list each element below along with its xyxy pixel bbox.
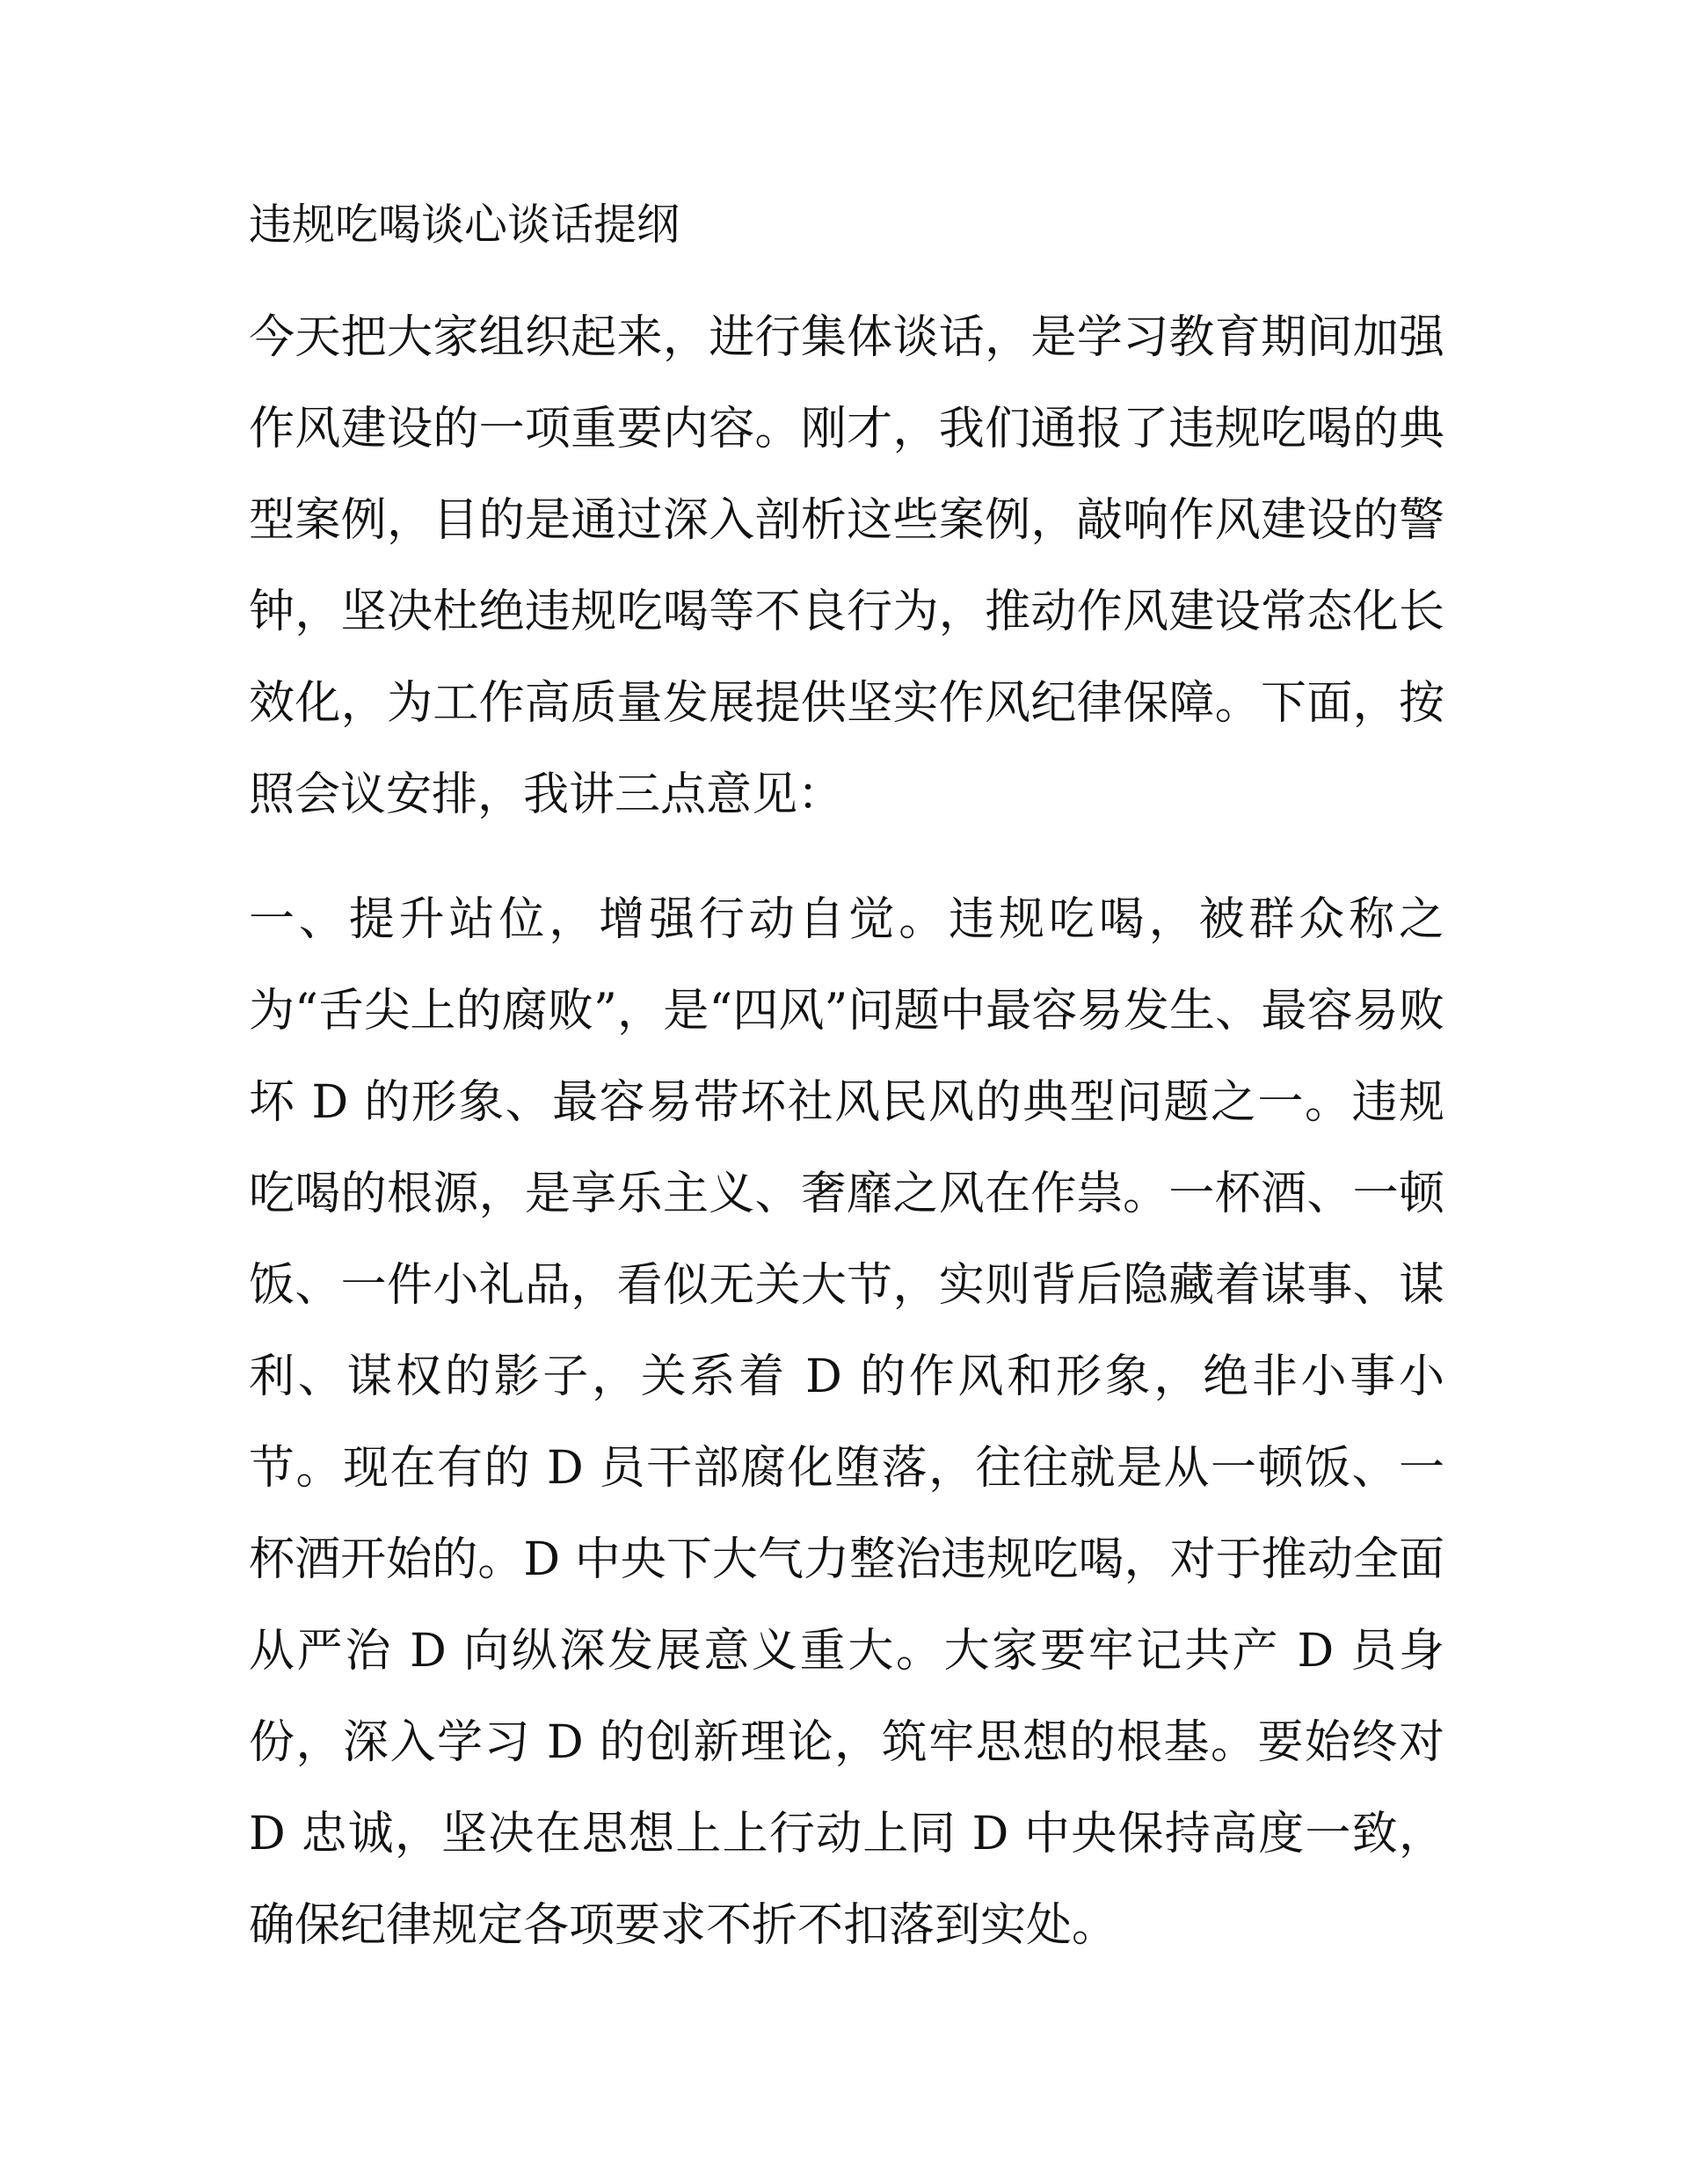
document-body [249, 193, 1444, 1971]
paragraph-point-one: 一、提升站位，增强行动自觉。违规吃喝，被群众称之为“舌尖上的腐败”，是“四风”问题中最容易发生、最容易败坏 D 的形象、最容易带坏社风民风的典型问题之一。违规吃喝的根源，是享乐主义、奢靡之风在作祟。一杯酒、一顿饭、一件小礼品，看似无关大节，实则背后隐藏着谋事、谋利、谋权的影子，关系着 D 的作风和形象，绝非小事小节。现在有的 D 员干部腐化堕落，往往就是从一顿饭、一杯酒开始的。D 中央下大气力整治违规吃喝，对于推动全面从严治 D 向纵深发展意义重大。大家要牢记共产 D 员身份，深入学习 D 的创新理论，筑牢思想的根基。要始终对 D 忠诚，坚决在思想上上行动上同 D 中央保持高度一致，确保纪律规定各项要求不折不扣落到实处。 [249, 893, 1444, 1952]
document-title: 违规吃喝谈心谈话提纲 [249, 200, 680, 250]
paragraph-intro: 今天把大家组织起来，进行集体谈话，是学习教育期间加强作风建设的一项重要内容。刚才，我们通报了违规吃喝的典型案例，目的是通过深入剖析这些案例，敲响作风建设的警钟，坚决杜绝违规吃喝等不良行为，推动作风建设常态化长效化，为工作高质量发展提供坚实作风纪律保障。下面，按照会议安排，我讲三点意见： [249, 311, 1444, 821]
